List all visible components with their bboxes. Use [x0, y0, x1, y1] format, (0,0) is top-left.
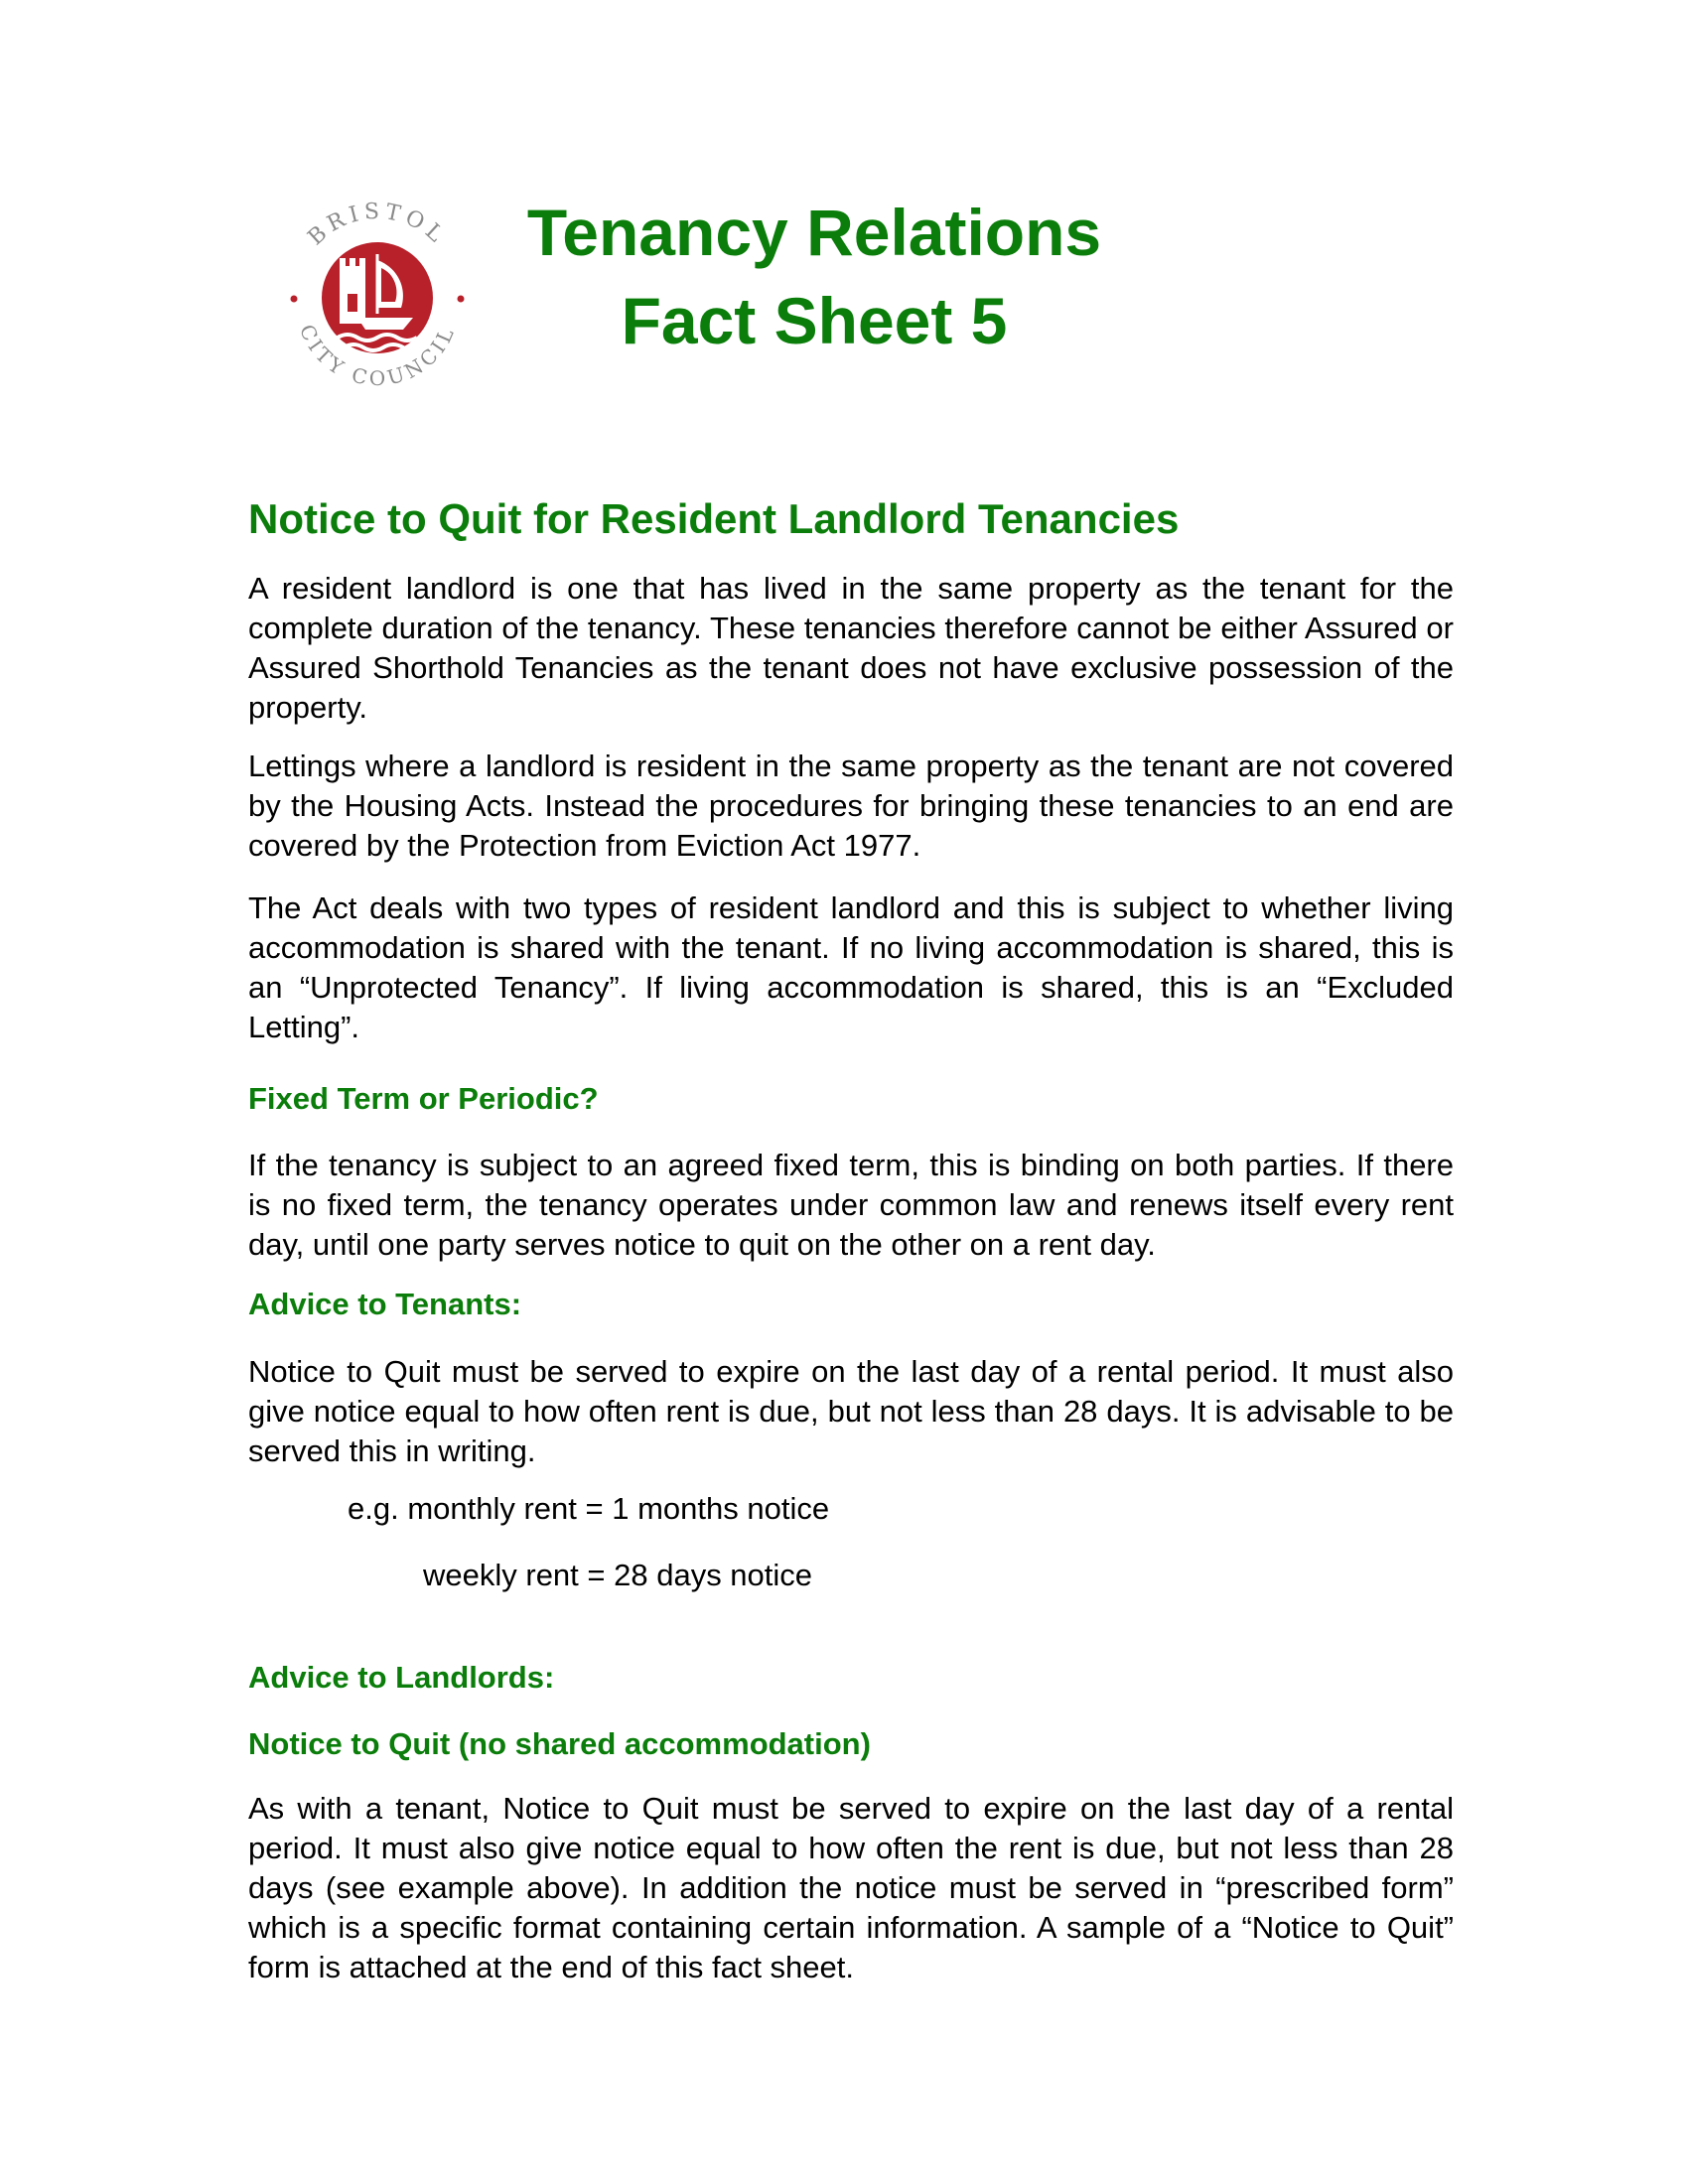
tenants-heading: Advice to Tenants:	[248, 1287, 522, 1321]
logo-text-top: BRISTOL	[303, 199, 452, 251]
landlords-heading: Advice to Landlords:	[248, 1660, 555, 1695]
logo-text-bottom: CITY COUNCIL	[294, 321, 461, 391]
ship-and-castle-emblem	[322, 242, 433, 353]
fixed-term-heading: Fixed Term or Periodic?	[248, 1081, 599, 1116]
example-monthly-rent: e.g. monthly rent = 1 months notice	[348, 1491, 830, 1526]
paragraph-two-types: The Act deals with two types of resident landlord and this is subject to whether living accommodation is shared with the tenant. If no living accommodation is shared, this is an “Unprotected Tenancy”. If living accommodation is shared, this is an “Excluded Letting”.	[248, 890, 1454, 1044]
paragraph-tenants: Notice to Quit must be served to expire on the last day of a rental period. It must also give notice equal to how often rent is due, but not less than 28 days. It is advisable to be served this in writing.	[248, 1354, 1454, 1468]
title-line-2: Fact Sheet 5	[621, 284, 1008, 357]
title-line-1: Tenancy Relations	[526, 196, 1102, 269]
paragraph-no-shared-accommodation: As with a tenant, Notice to Quit must be served to expire on the last day of a rental period. It must also give notice equal to how often the rent is due, but not less than 28 days (see example above). In addition the notice must be served in “prescribed form” which is a specific format containing certain information. A sample of a “Notice to Quit” form is attached at the end of this fact sheet.	[248, 1791, 1454, 1984]
example-weekly-rent: weekly rent = 28 days notice	[423, 1558, 813, 1592]
bristol-city-council-logo	[274, 195, 481, 401]
paragraph-fixed-term: If the tenancy is subject to an agreed fixed term, this is binding on both parties. If there is no fixed term, the tenancy operates under common law and renews itself every rent day, until one party serves notice to quit on the other on a rent day.	[248, 1148, 1454, 1262]
no-shared-accommodation-heading: Notice to Quit (no shared accommodation)	[248, 1726, 871, 1761]
paragraph-resident-landlord: A resident landlord is one that has lived in the same property as the tenant for the complete duration of the tenancy. These tenancies therefore cannot be either Assured or Assured Shorthold Tenancies as the tenant does not have exclusive possession of the property.	[248, 571, 1454, 725]
paragraph-housing-acts: Lettings where a landlord is resident in the same property as the tenant are not covered by the Housing Acts. Instead the procedures for bringing these tenancies to an end are covered by the Protection from Eviction Act 1977.	[248, 749, 1454, 863]
section-heading: Notice to Quit for Resident Landlord Tenancies	[248, 495, 1180, 542]
